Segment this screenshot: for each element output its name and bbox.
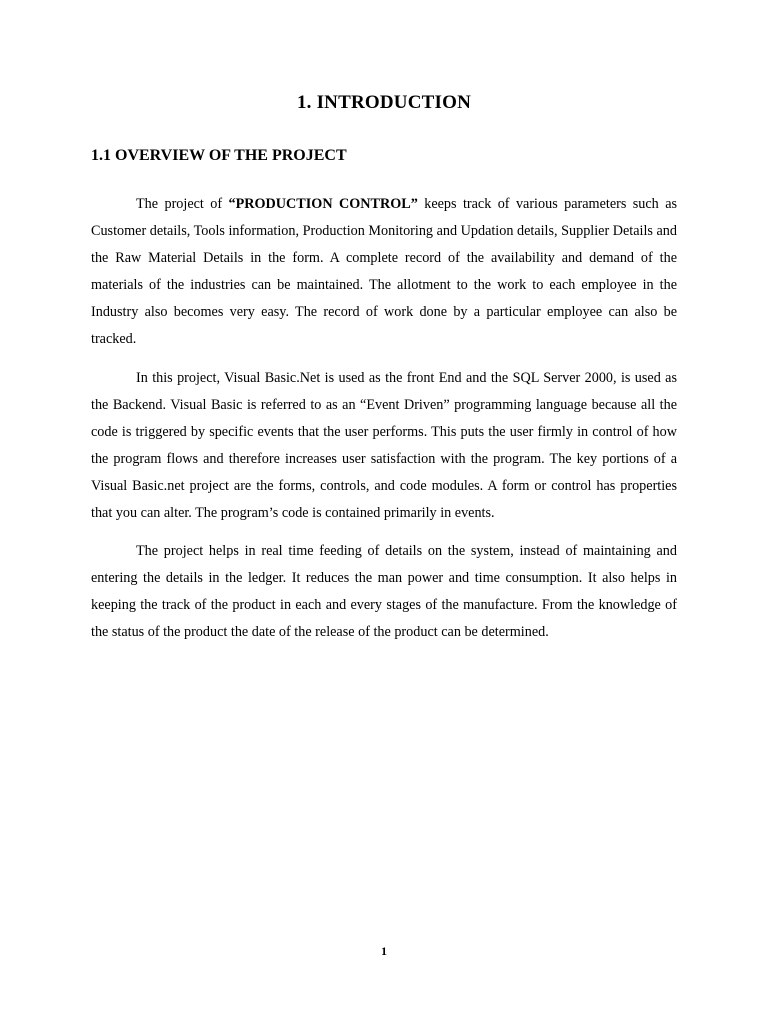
paragraph-overview: [91, 191, 677, 353]
paragraph-benefits: The project helps in real time feeding of details on the system, instead of maintaining and entering the details in the ledger. It reduces the man power and time consumption. It also helps in keeping the track of the product in each and every stages of the manufacture. From the knowledge of the status of the product the date of the release of the product can be determined.: [91, 543, 677, 640]
section-title: 1.1 OVERVIEW OF THE PROJECT: [91, 147, 347, 164]
page-number: 1: [381, 944, 387, 958]
paragraph-overview-lead: The project of: [136, 196, 229, 212]
paragraph-overview-body: keeps track of various parameters such as Customer details, Tools information, Production Monitoring and Updation details, Supplier Details and the Raw Material Details in the form. A complete record of the availability and demand of the materials of the industries can be maintained. The allotment to the work to each employee in the Industry also becomes very easy. The record of work done by a particular employee can also be tracked.: [91, 196, 678, 347]
project-name-emphasis: “PRODUCTION CONTROL”: [228, 196, 418, 212]
paragraph-technology: In this project, Visual Basic.Net is used as the front End and the SQL Server 2000, is used as the Backend. Visual Basic is referred to as an “Event Driven” programming language because all the code is triggered by specific events that the user performs. This puts the user firmly in control of how the program flows and therefore increases user satisfaction with the program. The key portions of a Visual Basic.net project are the forms, controls, and code modules. A form or control has properties that you can alter. The program’s code is contained primarily in events.: [91, 370, 677, 521]
chapter-title: 1. INTRODUCTION: [296, 92, 472, 113]
